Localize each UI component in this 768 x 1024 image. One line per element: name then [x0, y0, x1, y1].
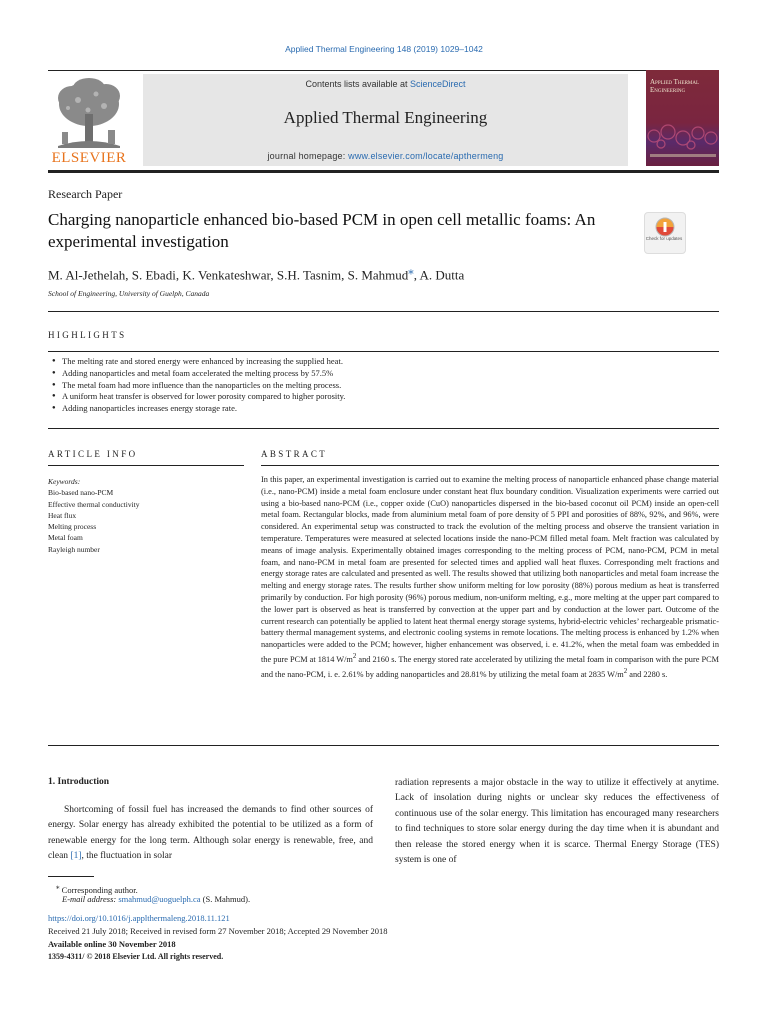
email-link[interactable]: smahmud@uoguelph.ca — [118, 894, 201, 904]
author-list — [48, 264, 464, 283]
corresponding-author-footnote — [56, 882, 138, 895]
abstract-body — [261, 474, 719, 680]
highlight-item: ● A uniform heat transfer is observed for lower porosity compared to higher porosity. — [48, 391, 718, 403]
contents-prefix: Contents lists available at — [305, 79, 411, 89]
section-rule — [48, 428, 719, 429]
abstract-text-part: and 2160 s. The energy stored rate accelerated by utilizing the metal foam in comparison with the pure PCM and the nano-PCM, i. e. 2.61% by adding nanoparticles and 28.81% by utilizing the metal foam at 2835 W/m — [261, 654, 720, 679]
introduction-heading: 1. Introduction — [48, 777, 110, 787]
intro-text-end: , the fluctuation in solar — [81, 851, 172, 862]
authors-text: M. Al-Jethelah, S. Ebadi, K. Venkateshwar, S.H. Tasnim, S. Mahmud — [48, 267, 409, 283]
highlights-list — [48, 356, 718, 415]
keywords-title: Keywords: — [48, 477, 81, 486]
authors-text-end: , A. Dutta — [413, 267, 465, 283]
journal-cover-image[interactable] — [646, 70, 719, 166]
article-info-heading: ARTICLE INFO — [48, 449, 138, 459]
superscript: 2 — [623, 667, 628, 675]
corresponding-author-mark[interactable]: ⁎ — [408, 265, 414, 277]
check-for-updates-label: Check for updates — [645, 236, 683, 241]
keywords-block — [48, 476, 244, 555]
keyword: Rayleigh number — [48, 544, 100, 554]
homepage-prefix: journal homepage: — [267, 151, 349, 161]
journal-name: Applied Thermal Engineering — [283, 108, 488, 127]
highlight-item: ● Adding nanoparticles increases energy storage rate. — [48, 403, 718, 415]
sciencedirect-link[interactable]: ScienceDirect — [410, 79, 466, 89]
keyword: Heat flux — [48, 510, 77, 520]
article-info-rule — [48, 465, 244, 466]
footnote-text: Corresponding author. — [59, 884, 138, 895]
highlight-item: ● The melting rate and stored energy were enhanced by increasing the supplied heat. — [48, 356, 718, 368]
reference-link[interactable]: [1] — [70, 851, 82, 862]
email-label: E-mail address: — [62, 894, 119, 904]
masthead-bottom-rule — [48, 170, 719, 173]
copyright-line: 1359-4311/ © 2018 Elsevier Ltd. All rights reserved. — [48, 952, 224, 961]
check-for-updates-button[interactable] — [644, 212, 686, 254]
highlight-item: ● The metal foam had more influence than the nanoparticles on the melting process. — [48, 380, 718, 392]
article-type: Research Paper — [48, 187, 123, 201]
keyword: Bio-based nano-PCM — [48, 488, 114, 498]
contents-availability-line — [143, 79, 628, 89]
journal-homepage-line — [143, 151, 628, 161]
email-suffix: (S. Mahmud). — [200, 894, 251, 904]
doi-link[interactable]: https://doi.org/10.1016/j.applthermaleng.2018.11.121 — [48, 913, 230, 923]
cover-pattern-icon — [646, 122, 719, 150]
affiliation: School of Engineering, University of Guelph, Canada — [48, 289, 210, 298]
abstract-rule — [261, 465, 719, 466]
cover-footer-strip — [650, 154, 716, 157]
cover-title: Applied Thermal Engineering — [650, 78, 700, 94]
highlights-heading: HIGHLIGHTS — [48, 330, 127, 340]
section-rule — [48, 745, 719, 746]
superscript: 2 — [352, 652, 357, 660]
keyword: Effective thermal conductivity — [48, 499, 140, 509]
section-rule — [48, 351, 719, 352]
journal-homepage-link[interactable]: www.elsevier.com/locate/apthermeng — [348, 151, 504, 161]
intro-text: Shortcoming of fossil fuel has increased the demands to find other sources of energy. Solar energy has already exhibited the potential to be utilized as a form of renewable energy for the long term. Although solar energy is renewable, free, and clean — [48, 805, 373, 862]
elsevier-wordmark: ELSEVIER — [51, 150, 127, 166]
introduction-column-1 — [48, 803, 373, 865]
footnote-mark: ⁎ — [56, 883, 60, 891]
footnote-rule — [48, 876, 94, 877]
article-title: Charging nanoparticle enhanced bio-based PCM in open cell metallic foams: An experimental investigation — [48, 210, 596, 251]
highlight-item: ● Adding nanoparticles and metal foam accelerated the melting process by 57.5% — [48, 368, 718, 380]
keyword: Melting process — [48, 522, 97, 532]
keyword: Metal foam — [48, 533, 83, 543]
introduction-column-2: radiation represents a major obstacle in the way to utilize it effectively at anytime. Lack of insolation during nights or unclear sky reduces the effectiveness of continuous use of the solar energy. This limitation has encouraged many researchers to find techniques to store solar energy during the day time when it is abundant and then release the stored energy when it is scarce. Thermal Energy Storage (TES) system is one of — [395, 778, 719, 866]
section-rule — [48, 311, 719, 312]
abstract-text-part: and 2280 s. — [627, 669, 668, 679]
abstract-heading: ABSTRACT — [261, 449, 328, 459]
abstract-text-part: In this paper, an experimental investigation is carried out to examine the melting process of nanoparticle enhanced phase change material (i.e., nano-PCM) inside a metal foam enclosure under constant heat flux boundary condition. Visualization experiments were carried out using a bio-based nano-PCM (i.e., copper oxide (CuO) nanoparticles dispersed in the bio-based coconut oil PCM) inside an open-cell metal foam. Rectangular blocks, made from aluminium metal foam of pore density of 5 PPI and porosities of 88%, 92%, and 96%, were considered. An experimental setup was constructed to track the evolution of the melting process and observe the transient variation in temperature. Temperatures were measured at selected locations inside the nano-PCM filled metal foam. Melt fraction was calculated by means of image analysis. Experimentally obtained images corresponding to the melting process of PCM, nano-PCM, PCM in metal foam, and nano-PCM in metal foam are presented for selected times and applied wall heat fluxes. Corresponding melt fractions and energy storage rates are calculated and presented as well. The results showed that utilizing both nanoparticles and metal foam increase the melting and energy storage rates. The results further show uniform melting for low porosity (88%) porous medium as heat is transferred primarily by conduction. For high porosity (96%) porous medium, non-uniform melting, e.g., more melting at the upper part compared to the lower part is observed as heat is transferred by convection at the upper part and by conduction at the lower part. Outcome of the current research can potentially be applied to latent heat thermal energy storage systems, hybrid-electric vehicles’ rechargeable prismatic-battery thermal management systems, and electronic cooling systems in remote locations. The melting process is enhanced by 1.2% when nanoparticles were added to the PCM; however, higher enhancement was observed, i. e. 41.2%, when the metal foam was embedded in the pure PCM at 1814 W/m — [261, 475, 719, 664]
received-dates: Received 21 July 2018; Received in revised form 27 November 2018; Accepted 29 November 2018 — [48, 926, 388, 936]
email-footnote — [62, 894, 250, 904]
journal-citation[interactable]: Applied Thermal Engineering 148 (2019) 1029–1042 — [285, 44, 483, 54]
available-online: Available online 30 November 2018 — [48, 939, 176, 949]
doi-line — [48, 913, 230, 923]
masthead-top-rule — [48, 70, 719, 71]
